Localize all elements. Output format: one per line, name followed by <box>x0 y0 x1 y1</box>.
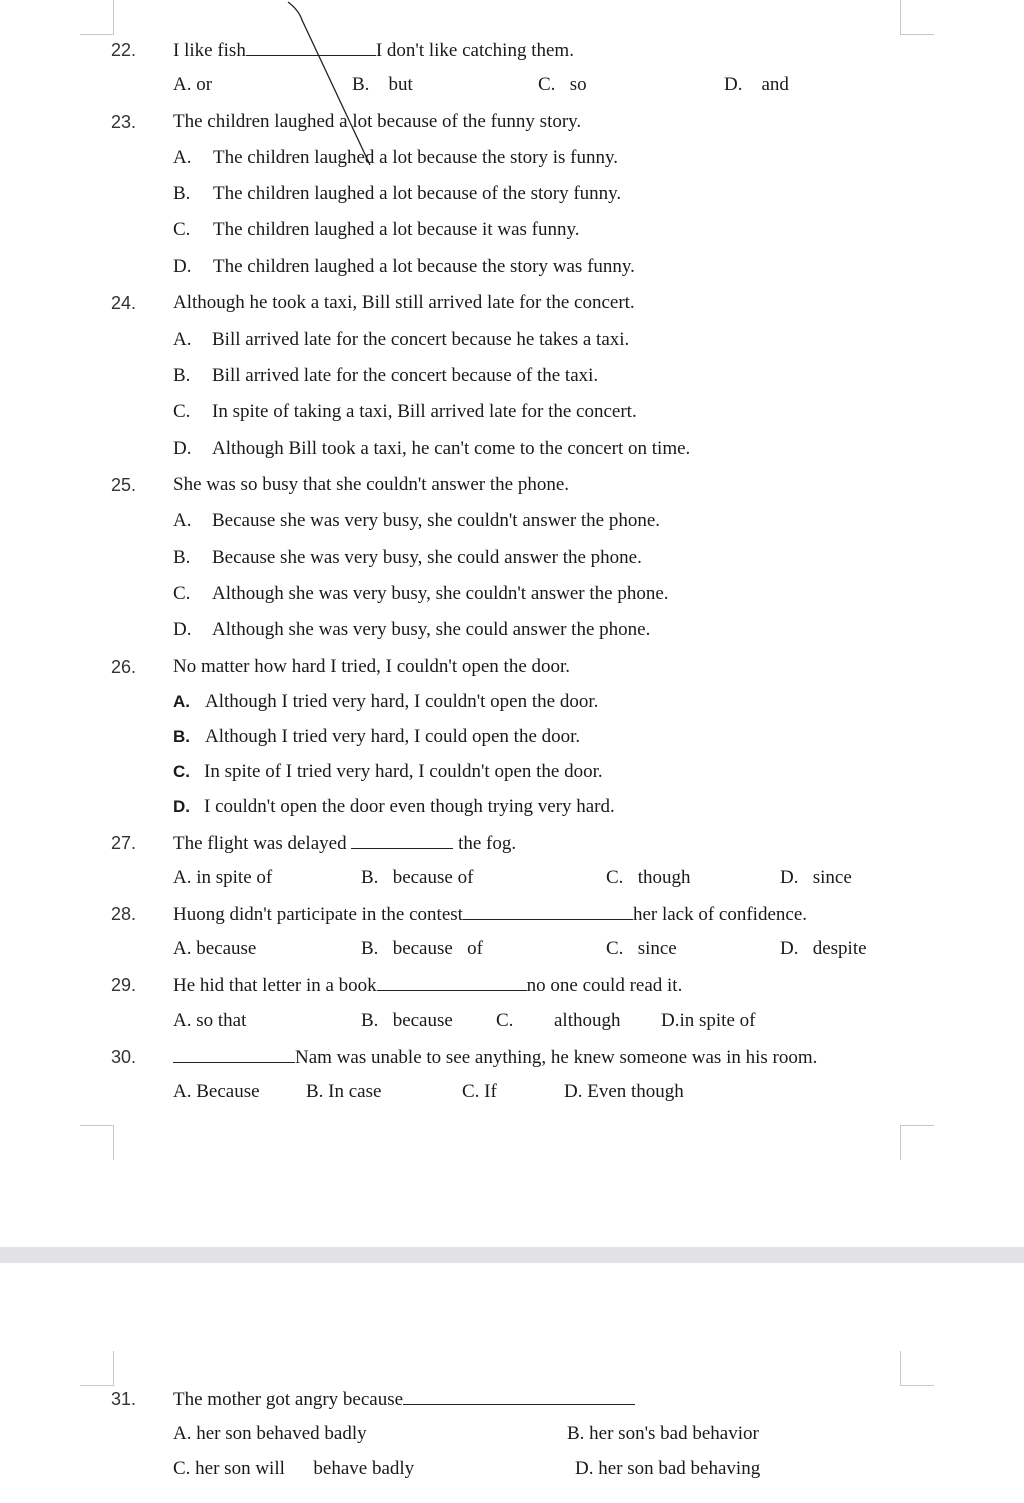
option-d[interactable]: D.in spite of <box>661 1010 756 1031</box>
answer-blank[interactable] <box>403 1388 635 1405</box>
question-stem: Huong didn't participate in the contest her lack of confidence. <box>173 904 808 925</box>
option-c[interactable]: C. In spite of I tried very hard, I couldn't open the door. <box>173 761 603 782</box>
question-stem: No matter how hard I tried, I couldn't open the door. <box>173 656 571 677</box>
option-b[interactable]: B. because of <box>361 938 483 959</box>
option-c[interactable]: C. <box>496 1010 514 1031</box>
option-a[interactable]: A. so that <box>173 1010 247 1031</box>
question-number: 29. <box>111 975 137 995</box>
page-corner-mark-top-left <box>80 0 114 35</box>
question-number: 27. <box>111 833 137 853</box>
option-b[interactable]: B. because of <box>361 867 474 888</box>
question-number: 28. <box>111 904 137 924</box>
question-number: 25. <box>111 475 137 495</box>
answer-blank[interactable] <box>246 39 376 56</box>
question-stem: The flight was delayed the fog. <box>173 833 517 854</box>
question-stem: I like fish I don't like catching them. <box>173 40 574 61</box>
option-a[interactable]: A. Although I tried very hard, I couldn't open the door. <box>173 691 599 712</box>
option-c[interactable]: C. so <box>538 74 587 95</box>
option-d[interactable]: D. her son bad behaving <box>575 1458 761 1479</box>
page-separator <box>0 1247 1024 1263</box>
option-d[interactable]: D. I couldn't open the door even though trying very hard. <box>173 796 615 817</box>
question-stem: Although he took a taxi, Bill still arrived late for the concert. <box>173 292 635 313</box>
answer-blank[interactable] <box>463 903 633 920</box>
option-b[interactable]: B. but <box>352 74 413 95</box>
option-a[interactable]: A. or <box>173 74 213 95</box>
option-c[interactable]: C. her son will behave badly <box>173 1458 415 1479</box>
option-d[interactable]: D. and <box>724 74 789 95</box>
answer-blank[interactable] <box>351 832 453 849</box>
question-number: 30. <box>111 1047 137 1067</box>
option-a[interactable]: A. The children laughed a lot because the story is funny. <box>173 147 619 168</box>
question-stem: The mother got angry because <box>173 1388 635 1411</box>
answer-blank[interactable] <box>173 1046 295 1063</box>
page-corner-mark-bottom-left <box>80 1125 114 1160</box>
option-d[interactable]: D. despite <box>780 938 867 959</box>
option-c[interactable]: C. The children laughed a lot because it was funny. <box>173 219 580 240</box>
option-c[interactable]: C. If <box>462 1081 497 1102</box>
option-c[interactable]: C. Although she was very busy, she couldn't answer the phone. <box>173 583 669 604</box>
option-c[interactable]: C. since <box>606 938 677 959</box>
answer-blank[interactable] <box>377 974 527 991</box>
question-number: 23. <box>111 112 137 132</box>
option-a[interactable]: A. Because <box>173 1081 260 1102</box>
option-a[interactable]: A. Because she was very busy, she couldn't answer the phone. <box>173 510 661 531</box>
page-corner-mark-top-right <box>900 0 934 35</box>
option-a[interactable]: A. her son behaved badly <box>173 1423 367 1444</box>
question-stem: He hid that letter in a book no one could read it. <box>173 975 683 996</box>
question-number: 31. <box>111 1389 137 1409</box>
page-corner-mark-bottom-right <box>900 1125 934 1160</box>
question-stem: The children laughed a lot because of the funny story. <box>173 111 582 132</box>
option-d[interactable]: D. The children laughed a lot because the story was funny. <box>173 256 635 277</box>
question-stem: She was so busy that she couldn't answer the phone. <box>173 474 570 495</box>
question-number: 24. <box>111 293 137 313</box>
page-corner-mark-top-right <box>900 1351 934 1386</box>
page-corner-mark-top-left <box>80 1351 114 1386</box>
question-number: 22. <box>111 40 137 60</box>
option-a[interactable]: A. because <box>173 938 257 959</box>
option-b[interactable]: B. The children laughed a lot because of the story funny. <box>173 183 622 204</box>
option-b[interactable]: B. Bill arrived late for the concert because of the taxi. <box>173 365 599 386</box>
option-d[interactable]: D. since <box>780 867 852 888</box>
option-b[interactable]: B. Because she was very busy, she could answer the phone. <box>173 547 642 568</box>
option-a[interactable]: A. Bill arrived late for the concert because he takes a taxi. <box>173 329 630 350</box>
option-c-text[interactable]: although <box>554 1010 621 1031</box>
question-stem: Nam was unable to see anything, he knew someone was in his room. <box>173 1046 817 1069</box>
option-c[interactable]: C. though <box>606 867 691 888</box>
option-b[interactable]: B. because <box>361 1010 453 1031</box>
question-number: 26. <box>111 657 137 677</box>
option-d[interactable]: D. Although Bill took a taxi, he can't come to the concert on time. <box>173 438 691 459</box>
option-d[interactable]: D. Although she was very busy, she could answer the phone. <box>173 619 651 640</box>
option-b[interactable]: B. In case <box>306 1081 382 1102</box>
option-d[interactable]: D. Even though <box>564 1081 684 1102</box>
option-b[interactable]: B. Although I tried very hard, I could open the door. <box>173 726 581 747</box>
option-c[interactable]: C. In spite of taking a taxi, Bill arrived late for the concert. <box>173 401 637 422</box>
option-a[interactable]: A. in spite of <box>173 867 273 888</box>
option-b[interactable]: B. her son's bad behavior <box>567 1423 759 1444</box>
